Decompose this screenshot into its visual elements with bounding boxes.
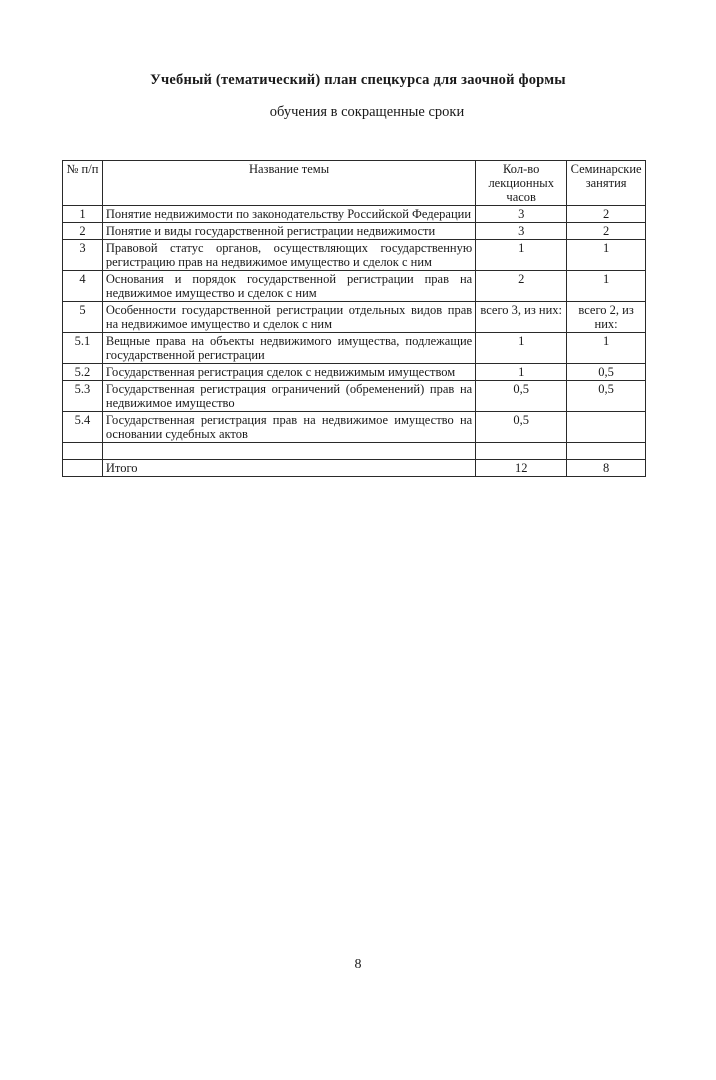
total-label: Итого [102, 460, 475, 477]
row-lectures: 3 [476, 223, 567, 240]
table-row [63, 302, 646, 333]
header-topic: Название темы [102, 161, 475, 206]
table-row-empty [63, 443, 646, 460]
row-seminars: 1 [567, 271, 646, 302]
row-seminars: 0,5 [567, 364, 646, 381]
row-num: 5.4 [63, 412, 103, 443]
empty-cell [63, 443, 103, 460]
curriculum-table [62, 160, 646, 477]
row-lectures: 1 [476, 364, 567, 381]
row-num: 5.2 [63, 364, 103, 381]
table-header-row [63, 161, 646, 206]
row-topic: Государственная регистрация прав на недвижимое имущество на основании судебных актов [102, 412, 475, 443]
row-topic: Понятие и виды государственной регистрации недвижимости [102, 223, 475, 240]
row-topic: Вещные права на объекты недвижимого имущества, подлежащие государственной регистрации [102, 333, 475, 364]
empty-cell [567, 443, 646, 460]
row-num: 1 [63, 206, 103, 223]
document-title: Учебный (тематический) план спецкурса для заочной формы [150, 72, 566, 88]
row-lectures: 1 [476, 240, 567, 271]
table-row [63, 240, 646, 271]
row-lectures: 0,5 [476, 381, 567, 412]
table-row [63, 206, 646, 223]
row-num: 4 [63, 271, 103, 302]
header-num: № п/п [63, 161, 103, 206]
row-lectures: 3 [476, 206, 567, 223]
total-num [63, 460, 103, 477]
row-topic: Государственная регистрация сделок с недвижимым имуществом [102, 364, 475, 381]
row-lectures: 0,5 [476, 412, 567, 443]
header-lectures: Кол-во лекционных часов [476, 161, 567, 206]
page-number: 8 [354, 957, 362, 972]
row-seminars: 1 [567, 333, 646, 364]
row-num: 5 [63, 302, 103, 333]
table-row [63, 364, 646, 381]
row-seminars [567, 412, 646, 443]
empty-cell [102, 443, 475, 460]
table-row [63, 271, 646, 302]
row-topic: Особенности государственной регистрации отдельных видов прав на недвижимое имущество и сделок с ним [102, 302, 475, 333]
row-lectures: 2 [476, 271, 567, 302]
row-num: 3 [63, 240, 103, 271]
document-subtitle: обучения в сокращенные сроки [269, 104, 465, 120]
row-num: 5.1 [63, 333, 103, 364]
empty-cell [476, 443, 567, 460]
table-row [63, 223, 646, 240]
row-lectures: всего 3, из них: [476, 302, 567, 333]
table-row [63, 412, 646, 443]
row-seminars: 1 [567, 240, 646, 271]
row-seminars: всего 2, из них: [567, 302, 646, 333]
row-topic: Основания и порядок государственной регистрации прав на недвижимое имущество и сделок с ним [102, 271, 475, 302]
row-seminars: 0,5 [567, 381, 646, 412]
row-lectures: 1 [476, 333, 567, 364]
table-total-row [63, 460, 646, 477]
header-seminars: Семинарские занятия [567, 161, 646, 206]
row-topic: Правовой статус органов, осуществляющих государственную регистрацию прав на недвижимое имущество и сделок с ним [102, 240, 475, 271]
row-topic: Понятие недвижимости по законодательству Российской Федерации [102, 206, 475, 223]
total-lectures: 12 [476, 460, 567, 477]
row-seminars: 2 [567, 223, 646, 240]
row-num: 2 [63, 223, 103, 240]
table-row [63, 381, 646, 412]
total-seminars: 8 [567, 460, 646, 477]
row-num: 5.3 [63, 381, 103, 412]
row-topic: Государственная регистрация ограничений (обременений) прав на недвижимое имущество [102, 381, 475, 412]
row-seminars: 2 [567, 206, 646, 223]
table-row [63, 333, 646, 364]
